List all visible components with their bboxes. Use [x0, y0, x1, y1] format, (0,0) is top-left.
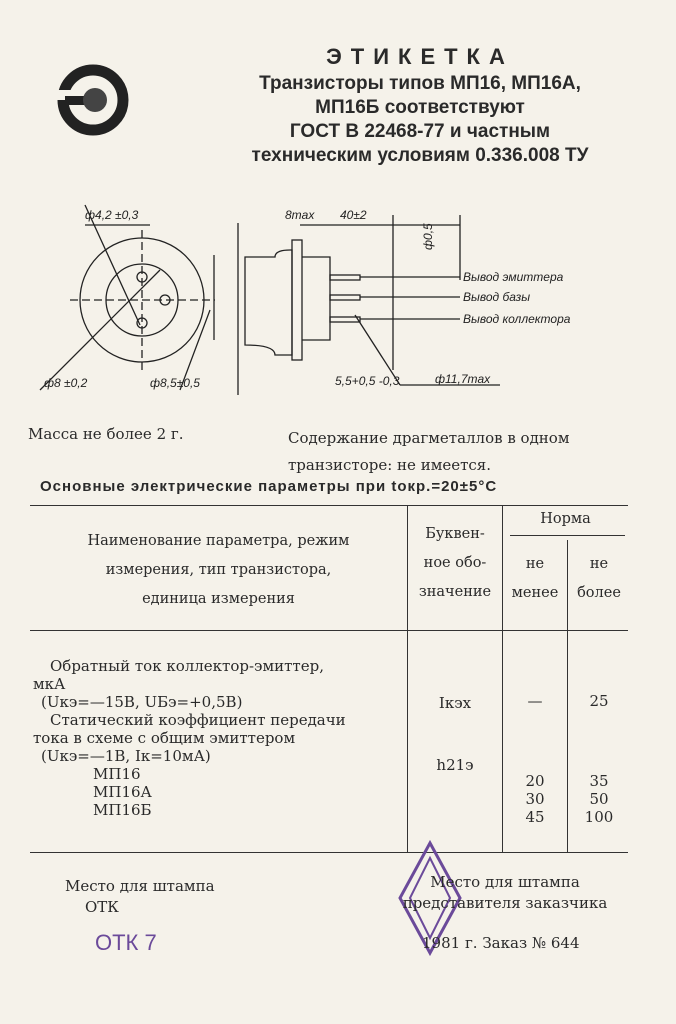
dim-flange-diameter: ф8,5±0,5: [150, 376, 200, 390]
document-subtitle: Транзисторы типов МП16, МП16А, МП16Б соответствуют ГОСТ В 22468-77 и частным техническим условиям 0.336.008 ТУ: [251, 73, 589, 166]
symbol-h21e: h21э: [436, 756, 474, 774]
dim-pin-diameter: ф4,2 ±0,3: [85, 208, 139, 222]
dim-lead-diameter: ф0,5: [421, 223, 435, 250]
year-order: 1981 г. Заказ № 644: [422, 934, 580, 952]
otk-stamp-place: Место для штампа ОТК: [65, 877, 215, 916]
header-param-name: Наименование параметра, режим измерения, тип транзистора, единица измерения: [87, 533, 350, 607]
pin-label-base: Вывод базы: [463, 290, 531, 304]
customer-stamp-place: Место для штампа представителя заказчика: [402, 873, 608, 912]
mass-text: Масса не более 2 г.: [28, 425, 184, 443]
dim-leads-length: 40±2: [340, 208, 367, 222]
precious-metals-text: Содержание драгметаллов в одном транзисторе: не имеется.: [288, 429, 570, 474]
otk-stamp: ОТК 7: [95, 930, 157, 955]
symbol-ikex: Iкэх: [438, 694, 472, 712]
table-row: Обратный ток коллектор-эмиттер, мкА (Uкэ=—15В, UБэ=+0,5В) Статический коэффициент передачи тока в схеме с общим эмиттером (Uкэ=—1В, Iк=10мА) МП16 МП16А МП16Б: [33, 657, 346, 819]
header-min: не менее: [511, 556, 559, 601]
dim-inner-diameter: ф8 ±0,2: [44, 376, 88, 390]
manufacturer-logo: [55, 60, 135, 140]
transistor-drawing: [30, 195, 650, 395]
min-values: 20 30 45: [525, 772, 545, 826]
dim-length: 8max: [285, 208, 315, 222]
max-values: 35 50 100: [584, 772, 614, 826]
dim-base: 5,5+0,5 -0,3: [335, 374, 400, 388]
min-ikex: —: [527, 692, 543, 710]
params-title: Основные электрические параметры при tокр.=20±5°С: [40, 478, 498, 495]
document-title: ЭТИКЕТКА: [326, 44, 514, 69]
pin-label-collector: Вывод коллектора: [463, 312, 571, 326]
header-max: не более: [577, 556, 621, 601]
table-bottom-rule: [30, 852, 628, 853]
pin-label-emitter: Вывод эмиттера: [463, 270, 564, 284]
max-ikex: 25: [589, 692, 609, 710]
table-header-rule: [30, 630, 628, 631]
header-symbol: Буквен- ное обо- значение: [418, 526, 492, 600]
dim-max-diameter: ф11,7max: [435, 372, 491, 386]
norm-rule: [510, 535, 625, 536]
header-norm: Норма: [540, 511, 591, 527]
